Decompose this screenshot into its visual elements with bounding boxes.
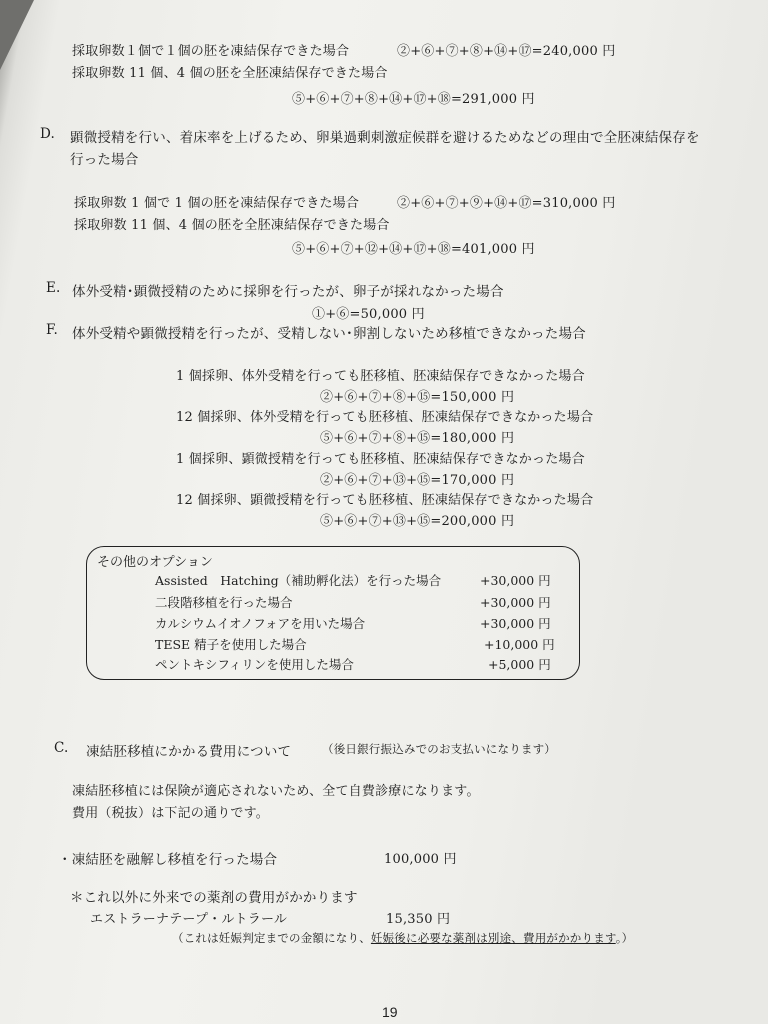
b-line2-label: 採取卵数 11 個、4 個の胚を全胚凍結保存できた場合 bbox=[72, 66, 388, 81]
section-f-heading: 体外受精や顕微授精を行ったが、受精しない･卵割しないため移植できなかった場合 bbox=[72, 326, 586, 342]
c-note-part2: 。） bbox=[615, 931, 634, 945]
section-c-paragraph-2: 費用（税抜）は下記の通りです。 bbox=[72, 806, 269, 821]
option-label: カルシウムイオノフォアを用いた場合 bbox=[155, 616, 366, 631]
d-line2-label: 採取卵数 11 個、4 個の胚を全胚凍結保存できた場合 bbox=[74, 218, 390, 233]
b-line2-formula: ⑤+⑥+⑦+⑧+⑭+⑰+⑱=291,000 円 bbox=[292, 92, 535, 107]
f-item-formula: ②+⑥+⑦+⑬+⑮=170,000 円 bbox=[320, 473, 515, 488]
c-note-part1: （これは妊娠判定までの金額になり、 bbox=[172, 931, 371, 945]
section-e-letter: E. bbox=[46, 280, 61, 296]
c-item-label: ・凍結胚を融解し移植を行った場合 bbox=[58, 852, 278, 868]
d-line2-formula: ⑤+⑥+⑦+⑫+⑭+⑰+⑱=401,000 円 bbox=[292, 242, 535, 257]
option-label: Assisted Hatching（補助孵化法）を行った場合 bbox=[155, 573, 442, 588]
section-c-heading-note: （後日銀行振込みでのお支払いになります） bbox=[322, 742, 556, 756]
c-note bbox=[172, 930, 633, 946]
section-e-heading: 体外受精･顕微授精のために採卵を行ったが、卵子が採れなかった場合 bbox=[72, 284, 504, 300]
section-d-heading-1: 顕微授精を行い、着床率を上げるため、卵巣過剰刺激症候群を避けるためなどの理由で全胚凍結保存を bbox=[70, 130, 700, 146]
option-label: ペントキシフィリンを使用した場合 bbox=[155, 657, 354, 672]
option-price: +30,000 円 bbox=[480, 573, 551, 588]
f-item-formula: ②+⑥+⑦+⑧+⑮=150,000 円 bbox=[320, 390, 515, 405]
options-box bbox=[86, 546, 580, 680]
b-line1-formula: ②+⑥+⑦+⑧+⑭+⑰=240,000 円 bbox=[397, 44, 616, 59]
option-price: +30,000 円 bbox=[480, 595, 551, 610]
section-d-heading-2: 行った場合 bbox=[70, 152, 139, 168]
e-formula: ①+⑥=50,000 円 bbox=[312, 307, 425, 322]
f-item-label: 1 個採卵、顕微授精を行っても胚移植、胚凍結保存できなかった場合 bbox=[176, 452, 585, 467]
option-label: TESE 精子を使用した場合 bbox=[155, 637, 307, 652]
b-line1-label: 採取卵数１個で１個の胚を凍結保存できた場合 bbox=[72, 44, 350, 59]
f-item-formula: ⑤+⑥+⑦+⑧+⑮=180,000 円 bbox=[320, 431, 515, 446]
c-item-price: 100,000 円 bbox=[384, 852, 457, 867]
section-c-heading: 凍結胚移植にかかる費用について bbox=[86, 744, 292, 760]
f-item-label: 1 個採卵、体外受精を行っても胚移植、胚凍結保存できなかった場合 bbox=[176, 369, 585, 384]
c-drug-name: エストラーナテープ・ルトラール bbox=[90, 912, 288, 927]
f-item-formula: ⑤+⑥+⑦+⑬+⑮=200,000 円 bbox=[320, 514, 515, 529]
option-price: +5,000 円 bbox=[488, 657, 551, 672]
section-f-letter: F. bbox=[46, 322, 58, 338]
page-corner-shadow bbox=[0, 0, 34, 70]
option-price: +30,000 円 bbox=[480, 616, 551, 631]
option-price: +10,000 円 bbox=[484, 637, 555, 652]
page-number: 19 bbox=[382, 1004, 398, 1020]
d-line1-label: 採取卵数 1 個で 1 個の胚を凍結保存できた場合 bbox=[74, 196, 360, 211]
d-line1-formula: ②+⑥+⑦+⑨+⑭+⑰=310,000 円 bbox=[397, 196, 616, 211]
section-d-letter: D. bbox=[40, 126, 56, 142]
c-drug-price: 15,350 円 bbox=[386, 912, 451, 927]
section-c-letter: C. bbox=[54, 740, 69, 756]
option-label: 二段階移植を行った場合 bbox=[155, 595, 293, 610]
c-extra-heading: ＊これ以外に外来での薬剤の費用がかかります bbox=[70, 890, 358, 906]
f-item-label: 12 個採卵、顕微授精を行っても胚移植、胚凍結保存できなかった場合 bbox=[176, 493, 594, 508]
f-item-label: 12 個採卵、体外受精を行っても胚移植、胚凍結保存できなかった場合 bbox=[176, 410, 594, 425]
section-c-paragraph-1: 凍結胚移植には保険が適応されないため、全て自費診療になります。 bbox=[72, 784, 480, 799]
c-note-underlined: 妊娠後に必要な薬剤は別途、費用がかかります bbox=[370, 931, 616, 945]
options-title: その他のオプション bbox=[97, 555, 213, 570]
